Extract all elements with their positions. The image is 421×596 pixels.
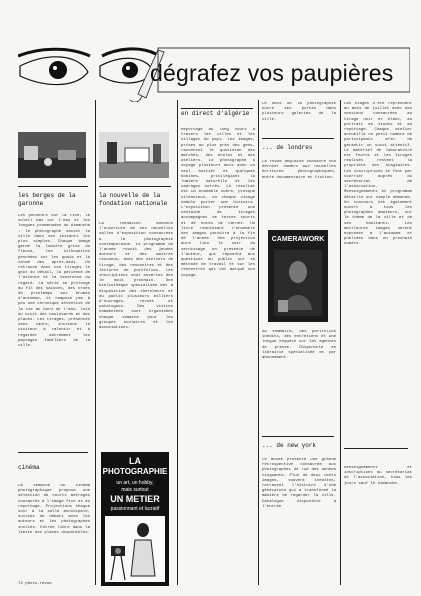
column-rule [177, 100, 178, 585]
col5-text: Les stages d'été reprennent au mois de juillet avec des sessions consacrées au tirage noir et blanc, au portrait en studio et au reportage. Chaque atelier accueille un petit nombre de participants afin de garantir un suivi attentif. Le matériel de laboratoire est fourni et les tirages réalisés restent la propriété des stagiaires. Les inscriptions se font par courrier auprès du secrétariat de l'association. Renseignements et programme détaillé sur simple demande. Un concours est également ouvert à tous les photographes amateurs, sur le thème de la ville et de ses habitants. Les meilleures images seront exposées à l'automne et publiées dans un prochain numéro. [344, 102, 412, 247]
newyork-text: Le musée présente une grande rétrospective consacrée aux photographes de rue des années cinquante. Plus de deux cents images, souvent inédites, retracent l'histoire d'une génération qui a transformé la manière de regarder la ville. Catalogue disponible à l'entrée. [262, 458, 336, 509]
col3-article-text: Reportage au long cours à travers les villes et les villages du pays. Les images, prises au plus près des gens, racontent le quotidien des marchés, des écoles et des ateliers. Le photographe a voyagé plusieurs mois avec un seul boîtier et quelques bobines, privilégiant la lumière naturelle et les cadrages serrés. Le résultat est un ensemble sobre, presque silencieux, où chaque visage semble porter une histoire. L'exposition présente une centaine de tirages accompagnés de textes courts et de notes de carnet. Un livre réunissant l'ensemble des images paraîtra à la fin de l'année. Une projection aura lieu le soir du vernissage en présence de l'auteur, qui répondra aux questions du public sur sa méthode de travail et sur les rencontres qui ont marqué son voyage. [181, 128, 255, 278]
photography-ad [101, 452, 169, 586]
heading-rule [18, 186, 88, 187]
col1-article-text: Les pêcheurs sur la rive, le soleil bas sur l'eau et les longues promenades du dimanche : le photographe saisit la ville dans ses instants les plus simples. Chaque image garde la lumière grise du fleuve, les silhouettes penchées sur les quais et le calme des après-midi. On retrouve dans ces tirages le goût du détail, la patience de l'attente et la tendresse du regard. La série se prolonge au fil des saisons, des crues de printemps aux brumes d'automne, et compose peu à peu une chronique attentive de la vie au bord de l'eau, loin du bruit des boulevards et des places. Les tirages, présentés sans cadre, invitent le visiteur à ralentir et à regarder autrement les paysages familiers de la ville. [18, 214, 90, 349]
section-rule [344, 448, 408, 449]
column-rule [258, 100, 259, 585]
ad-tagline-1: un art, un hobby, [116, 480, 154, 486]
camerawork-cover [268, 230, 328, 322]
london-text: La revue anglaise consacre son dernier numéro aux nouvelles écritures photographiques, entre documentaire et fiction. [262, 160, 336, 180]
ad-photographer-image [105, 516, 165, 582]
col1-heading: les berges de la garonne [18, 192, 76, 207]
col2-heading: la nouvelle de la fondation nationale [99, 192, 168, 207]
foundation-photo [99, 132, 169, 178]
heading-rule [181, 108, 253, 109]
heading-rule [262, 436, 334, 437]
column-rule [340, 100, 341, 585]
col2-article-text: La fondation annonce l'ouverture de ses nouvelles salles d'exposition consacrées à la photographie contemporaine. Le programme de l'année réunit des jeunes auteurs et des maîtres reconnus, avec des ateliers de tirage, des rencontres et des lectures de portfolios. Les inscriptions sont ouvertes dès le mois prochain. Une bibliothèque spécialisée met à disposition des chercheurs et du public plusieurs milliers d'ouvrages, revues et catalogues. Des visites commentées sont organisées chaque semaine pour les groupes scolaires et les associations. [99, 222, 173, 331]
col4-intro-text: Le mois de la photographie ouvre ses portes dans plusieurs galeries de la ville. [262, 102, 336, 122]
ad-tagline-2: mais surtout [121, 487, 149, 493]
heading-rule [262, 138, 334, 139]
camerawork-title: CAMERAWORK [271, 236, 325, 243]
cinema-heading: cinéma [18, 464, 40, 471]
page-footer: 72 photo-revue [18, 582, 52, 586]
riverside-photo [18, 132, 86, 178]
ad-un-metier: UN METIER [110, 494, 160, 504]
heading-rule [18, 452, 88, 453]
ad-photographie: PHOTOGRAPHIE [102, 467, 168, 476]
newyork-heading: ... de new york [262, 442, 317, 449]
ad-la: LA [129, 456, 141, 466]
col5-text-2: Renseignements et inscriptions au secrétariat de l'association, tous les jours sauf le dimanche. [344, 466, 412, 486]
column-rule [95, 100, 96, 585]
london-text-2: Au sommaire, des portfolios inédits, des entretiens et une longue enquête sur les agences de presse. Disponible en librairie spécialisée et par abonnement. [262, 330, 336, 361]
ad-tagline-3: passionnant et lucratif [110, 506, 160, 512]
banner-title: dégrafez vos paupières [150, 60, 394, 86]
heading-rule [99, 186, 171, 187]
col3-heading: en direct d'algérie [181, 110, 250, 117]
cinema-text: La semaine du cinéma photographique propose une sélection de courts métrages consacrés à l'image fixe et au reportage. Projections chaque soir à la salle municipale, suivies de débats avec les auteurs et les photographes invités. Entrée libre dans la limite des places disponibles. [18, 484, 90, 535]
camerawork-cover-image [274, 250, 322, 316]
london-heading: ... de londres [262, 144, 313, 151]
